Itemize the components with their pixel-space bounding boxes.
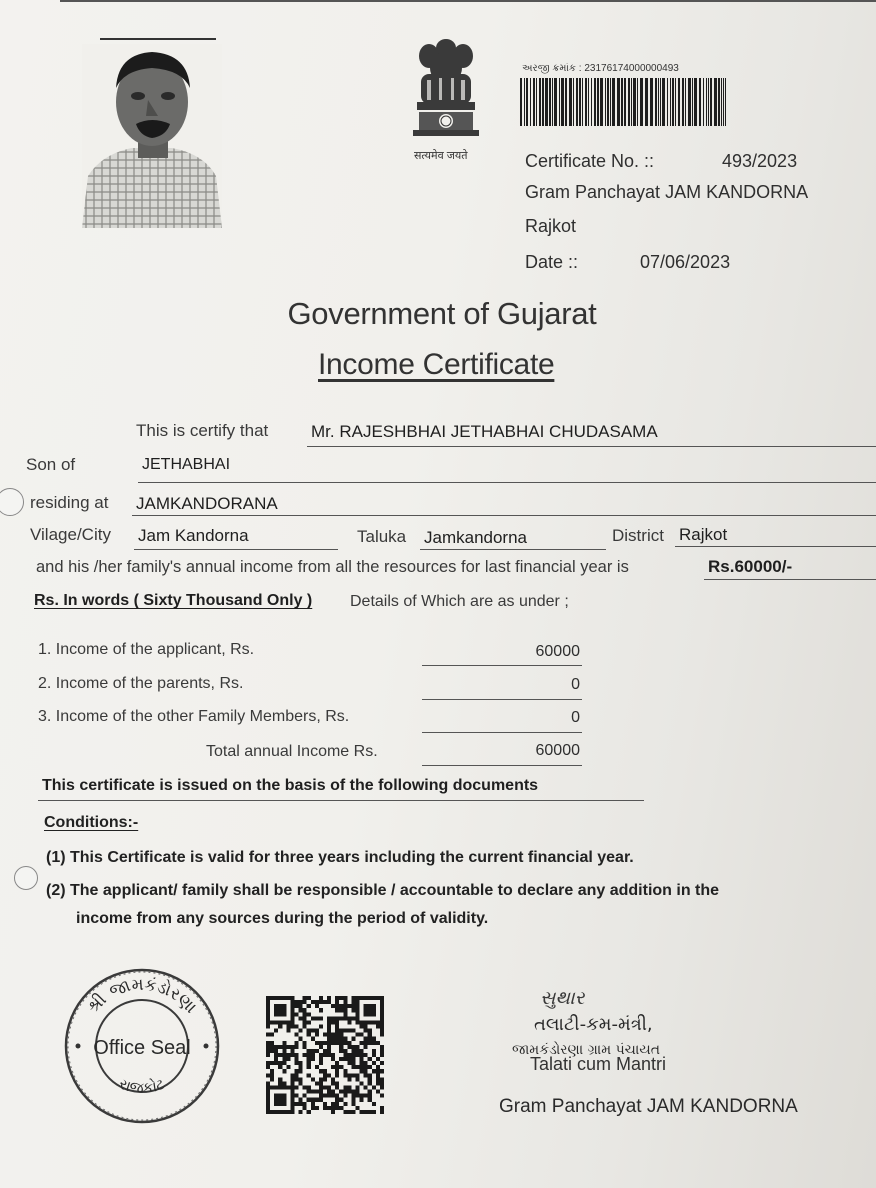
- total-income-underline: [422, 765, 582, 766]
- svg-text:રાજકોટ: [117, 1074, 168, 1097]
- footer-office: Gram Panchayat JAM KANDORNA: [499, 1096, 798, 1117]
- residence-underline: [132, 515, 876, 516]
- applicant-photo: [82, 44, 222, 228]
- signature: [512, 974, 752, 1074]
- certificate-no-label: Certificate No. ::: [525, 151, 655, 171]
- taluka-label: Taluka: [357, 527, 407, 546]
- income-row-value: 0: [571, 676, 580, 693]
- signature-handwritten: સુથાર: [540, 987, 585, 1009]
- district-label: District: [612, 526, 664, 545]
- date-value: 07/06/2023: [640, 252, 731, 272]
- residence-value: JAMKANDORANA: [136, 494, 278, 513]
- office-seal: [62, 966, 222, 1126]
- signature-line1: તલાટી-કમ-મંત્રી,: [534, 1014, 653, 1035]
- father-name: JETHABHAI: [142, 456, 231, 473]
- applicant-name: Mr. RAJESHBHAI JETHABHAI CHUDASAMA: [311, 422, 658, 441]
- income-in-words: Rs. In words ( Sixty Thousand Only ): [34, 592, 313, 609]
- income-row-underline: [422, 665, 582, 666]
- certificate-no-value: 493/2023: [722, 151, 798, 171]
- income-underline: [704, 579, 876, 580]
- certify-label: This is certify that: [136, 421, 269, 440]
- total-income-label: Total annual Income Rs.: [206, 743, 378, 760]
- signature-title: Talati cum Mantri: [530, 1054, 667, 1074]
- government-title: Government of Gujarat: [287, 296, 597, 331]
- barcode-icon: [520, 78, 728, 126]
- village-underline: [134, 549, 338, 550]
- details-label: Details of Which are as under ;: [350, 593, 569, 610]
- income-row-label: 3. Income of the other Family Members, Rs.: [38, 708, 350, 725]
- qr-code-icon: [266, 996, 384, 1114]
- name-underline: [307, 446, 876, 447]
- seal-ring-bottom: રાજકોટ: [116, 1074, 168, 1098]
- punch-hole: [14, 866, 38, 890]
- residing-label: residing at: [30, 493, 109, 512]
- condition-item: (2) The applicant/ family shall be responsible / accountable to declare any addition in the: [46, 882, 720, 899]
- documents-line: This certificate is issued on the basis of the following documents: [42, 777, 539, 794]
- taluka-value: Jamkandorna: [424, 528, 528, 547]
- income-row-underline: [422, 732, 582, 733]
- date-label: Date ::: [525, 252, 579, 272]
- income-row-value: 0: [571, 709, 580, 726]
- signature-line2: જામકંડોરણા ગ્રામ પંચાયત: [512, 1042, 661, 1058]
- condition-item: (1) This Certificate is valid for three years including the current financial year.: [46, 849, 634, 866]
- seal-text: Office Seal: [93, 1037, 191, 1059]
- top-border: [60, 0, 876, 8]
- father-underline: [138, 482, 876, 483]
- condition-item: income from any sources during the period of validity.: [76, 910, 489, 927]
- income-row-label: 1. Income of the applicant, Rs.: [38, 641, 255, 658]
- documents-underline: [38, 800, 644, 801]
- income-statement: and his /her family's annual income from all the resources for last financial year is: [36, 558, 629, 576]
- total-income-value: 60000: [535, 742, 580, 759]
- income-row-value: 60000: [535, 643, 580, 660]
- punch-hole: [0, 488, 24, 516]
- certificate-title: Income Certificate: [318, 348, 555, 381]
- income-value: Rs.60000/-: [708, 557, 793, 576]
- national-emblem-icon: [405, 30, 487, 148]
- district-value: Rajkot: [679, 525, 728, 544]
- district-underline: [675, 546, 876, 547]
- photo-top-line: [100, 38, 216, 40]
- village-value: Jam Kandorna: [138, 526, 249, 545]
- income-row-label: 2. Income of the parents, Rs.: [38, 675, 244, 692]
- conditions-heading: Conditions:-: [44, 814, 139, 831]
- application-number: અરજી ક્રમાંક : 23176174000000493: [522, 63, 679, 74]
- issuing-district: Rajkot: [525, 216, 577, 236]
- income-row-underline: [422, 699, 582, 700]
- village-label: Vilage/City: [30, 525, 111, 544]
- seal-ring-top: શ્રી જામકંડોરણા: [83, 974, 201, 1018]
- son-of-label: Son of: [26, 455, 76, 474]
- taluka-underline: [420, 549, 606, 550]
- emblem-motto: सत्यमेव जयते: [414, 150, 468, 162]
- issuing-office: Gram Panchayat JAM KANDORNA: [525, 182, 809, 202]
